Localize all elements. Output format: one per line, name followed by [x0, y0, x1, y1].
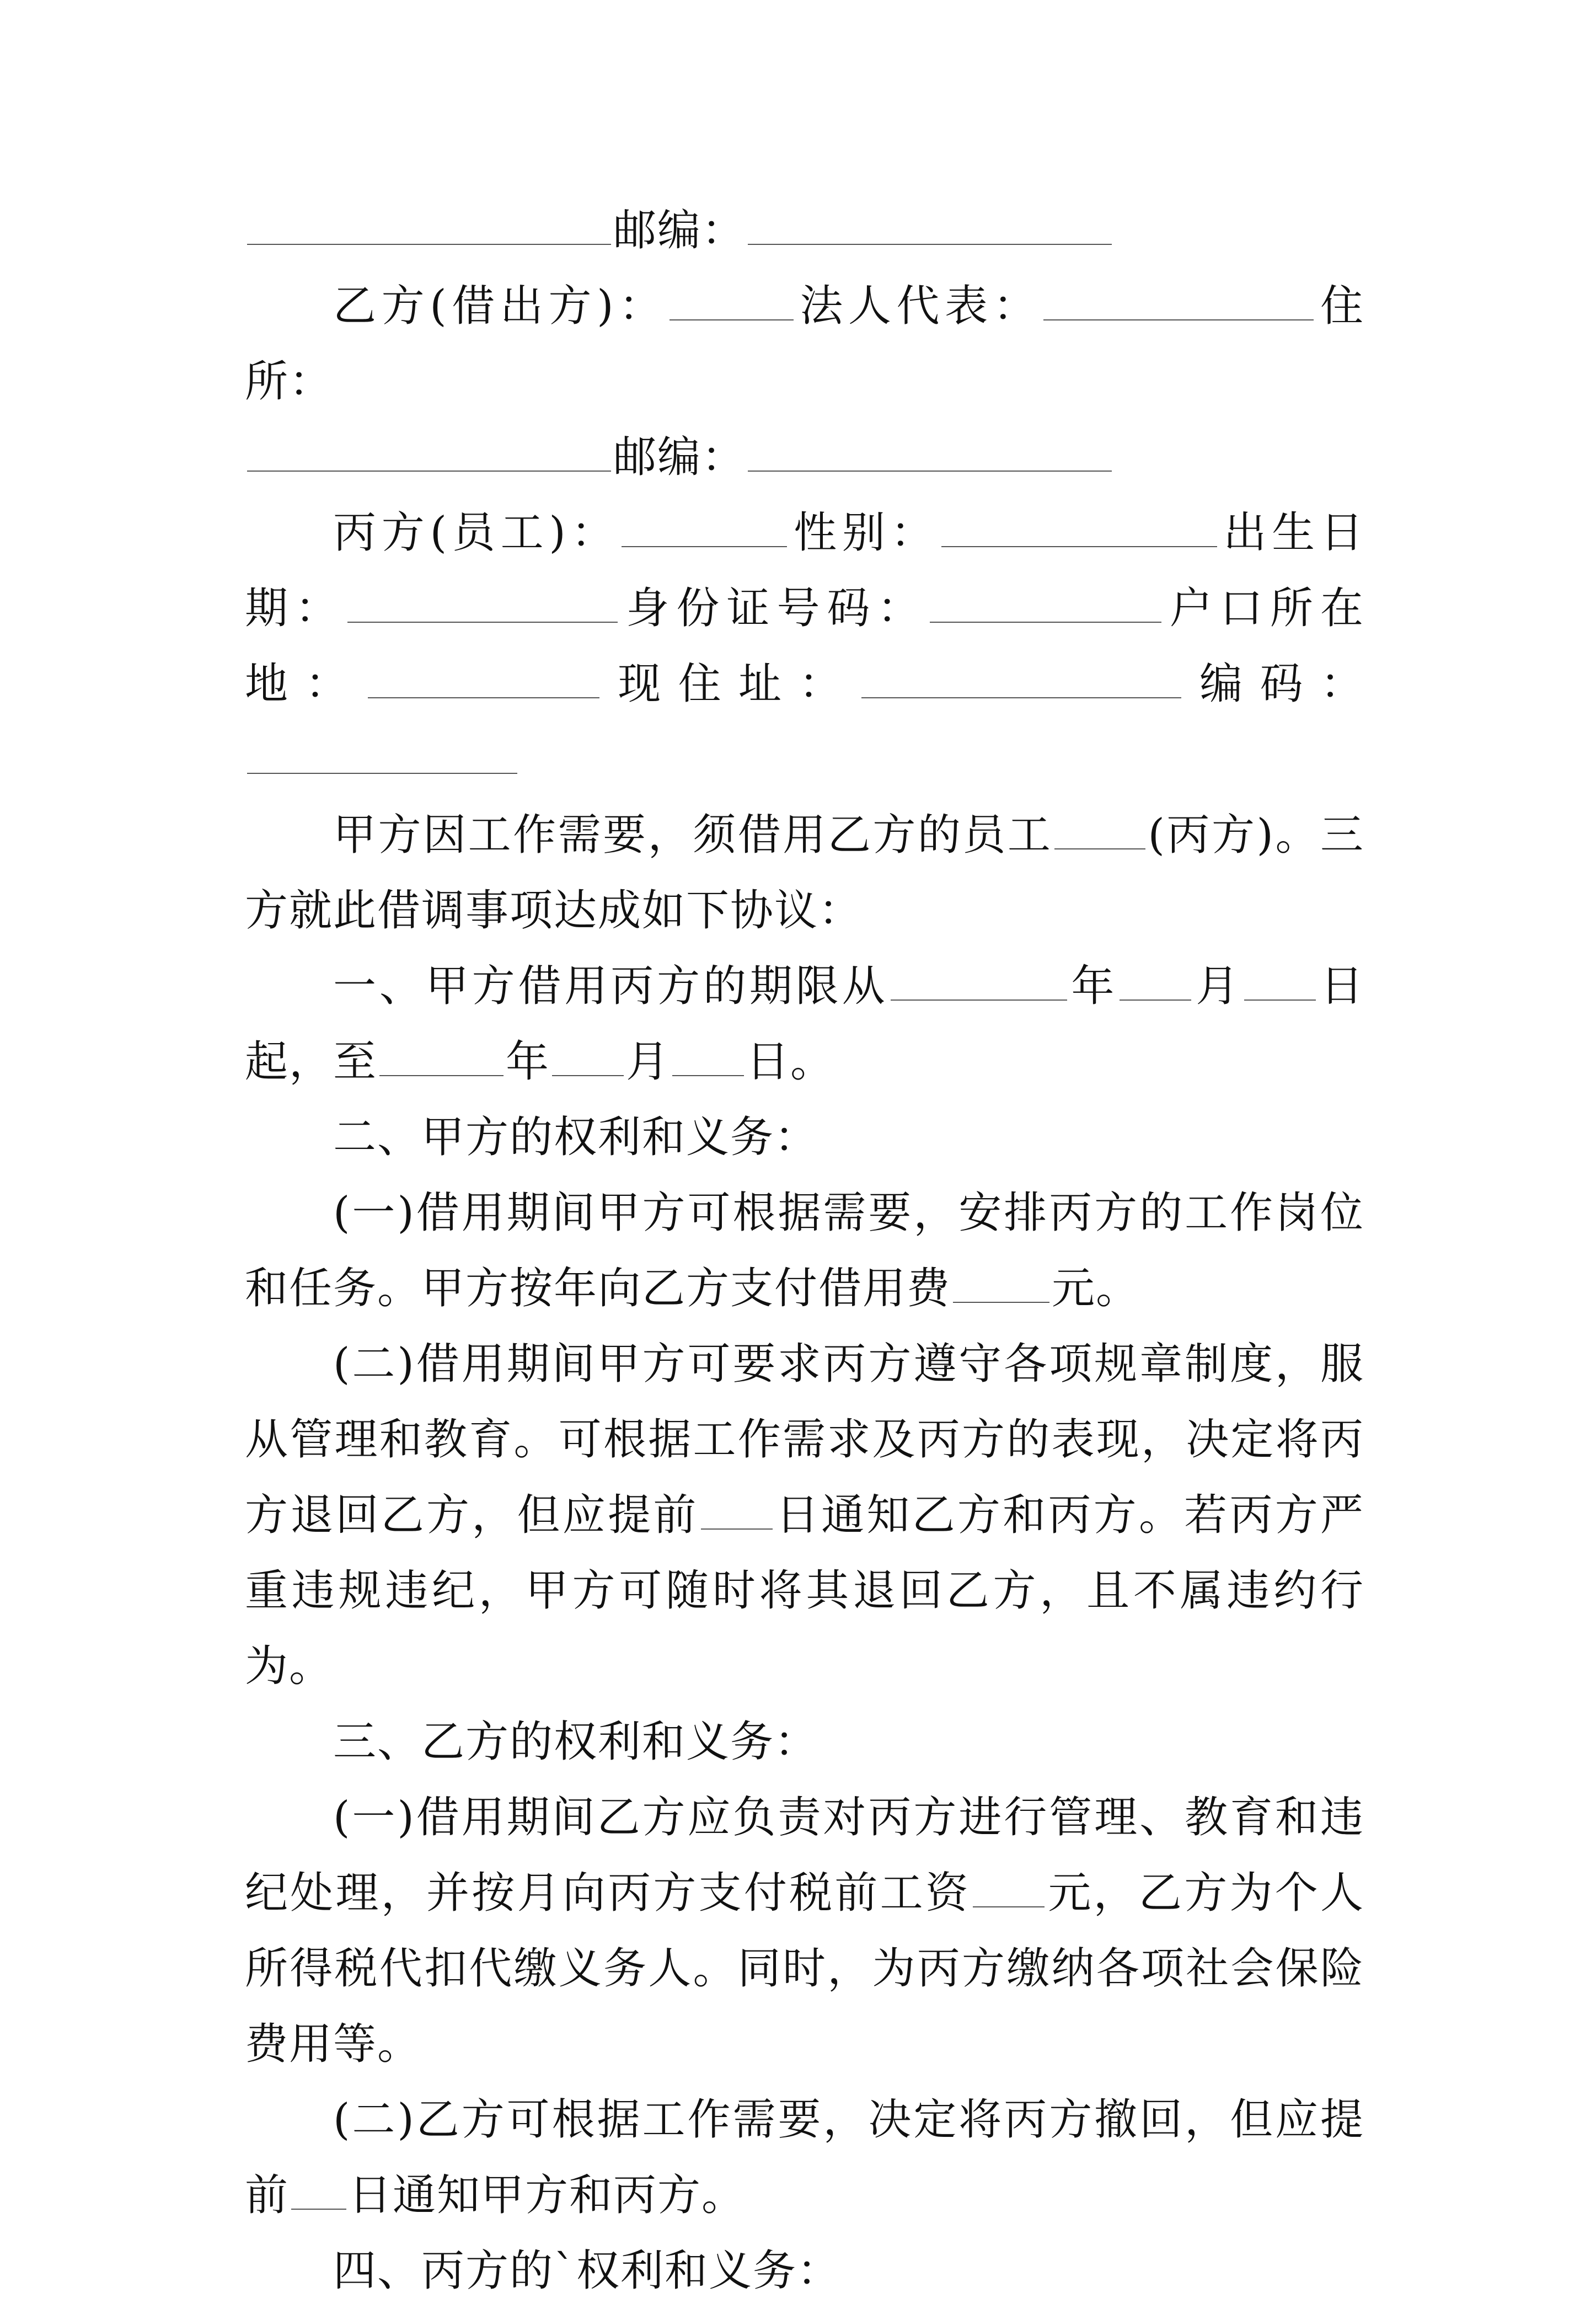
blank-field — [1120, 959, 1191, 1001]
section-heading-2: 二、甲方的权利和义务： — [333, 1113, 819, 1162]
blank-field — [1054, 808, 1145, 849]
blank-field — [930, 581, 1161, 623]
clause-3-2 — [245, 2082, 1364, 2233]
clause-3-1 — [245, 1780, 1364, 2082]
blank-field — [622, 505, 787, 547]
blank-field — [973, 1866, 1045, 1907]
blank-field — [701, 1488, 773, 1530]
clause-text-cont: 元，乙方为个人所得税代扣代缴义务人。同时，为丙方缴纳各项社会保险费用等。 — [245, 1868, 1364, 2069]
gender-label: 性别： — [789, 508, 939, 558]
blank-field — [552, 1034, 624, 1076]
day-label: 日。 — [746, 1037, 835, 1087]
code-label: 编码： — [1183, 659, 1364, 709]
month-label: 月 — [626, 1037, 671, 1087]
blank-field — [247, 732, 517, 774]
blank-field — [1244, 959, 1316, 1001]
clause-text-cont: 元。 — [1052, 1264, 1140, 1313]
party-b-line — [245, 269, 1364, 420]
clause-2-1 — [245, 1175, 1364, 1327]
term-text: 一、甲方借用丙方的期限从 — [333, 961, 888, 1011]
blank-field — [379, 1034, 504, 1076]
clause-text: (二)乙方可根据工作需要，决定将丙方撤回，但应提前 — [245, 2095, 1364, 2220]
blank-field — [670, 279, 794, 320]
section-heading-3: 三、乙方的权利和义务： — [333, 1717, 819, 1767]
blank-field — [1043, 279, 1314, 320]
intro-paragraph — [245, 798, 1364, 949]
intro-text: 甲方因工作需要，须借用乙方的员工 — [333, 810, 1053, 860]
year-label: 年 — [1069, 961, 1118, 1011]
address-label: 住所： — [245, 281, 1364, 407]
id-number-label: 身份证号码： — [620, 584, 928, 633]
clause-text-cont: 日通知乙方和丙方。若丙方严重违规违纪，甲方可随时将其退回乙方，且不属违约行为。 — [245, 1490, 1364, 1691]
postcode-label: 邮编： — [613, 432, 746, 482]
blank-field — [247, 430, 611, 472]
party-b-postcode-line — [245, 420, 1364, 495]
party-b-label: 乙方(借出方)： — [333, 281, 667, 331]
clause-text-cont: 日通知甲方和丙方。 — [349, 2171, 746, 2220]
day-label: 日起，至 — [245, 961, 1364, 1087]
section-heading-4: 四、丙方的`权利和义务： — [333, 2246, 842, 2296]
blank-field — [347, 581, 618, 623]
postcode-label: 邮编： — [613, 206, 746, 255]
intro-text-cont: (丙方)。三方就此借调事项达成如下协议： — [245, 810, 1364, 936]
blank-field — [941, 505, 1217, 547]
household-label: 户口所在地： — [245, 584, 1364, 709]
month-label: 月 — [1193, 961, 1242, 1011]
blank-field — [891, 959, 1067, 1001]
clause-text: (一)借用期间乙方应负责对丙方进行管理、教育和违纪处理，并按月向丙方支付税前工资 — [245, 1793, 1364, 1918]
party-c-paragraph — [245, 495, 1364, 798]
blank-field — [672, 1034, 744, 1076]
blank-field — [861, 656, 1181, 698]
blank-field — [247, 203, 611, 245]
blank-field — [748, 430, 1112, 472]
contract-body — [245, 193, 1364, 2309]
clause-2-2 — [245, 1327, 1364, 1704]
year-label: 年 — [506, 1037, 550, 1087]
party-a-postcode-line — [245, 193, 1364, 269]
clause-1 — [245, 949, 1364, 1100]
blank-field — [368, 656, 599, 698]
current-address-label: 现住址： — [601, 659, 859, 709]
clause-text: (一)借用期间甲方可根据需要，安排丙方的工作岗位和任务。甲方按年向乙方支付借用费 — [245, 1188, 1364, 1313]
blank-field — [291, 2168, 346, 2210]
party-c-label: 丙方(员工)： — [333, 508, 620, 558]
birthdate-label: 出生日期： — [245, 508, 1364, 633]
clause-text: (二)借用期间甲方可要求丙方遵守各项规章制度，服从管理和教育。可根据工作需求及丙方的表现，决定将丙方退回乙方，但应提前 — [245, 1339, 1364, 1540]
blank-field — [953, 1261, 1049, 1303]
legal-rep-label: 法人代表： — [795, 281, 1042, 331]
blank-field — [748, 203, 1112, 245]
